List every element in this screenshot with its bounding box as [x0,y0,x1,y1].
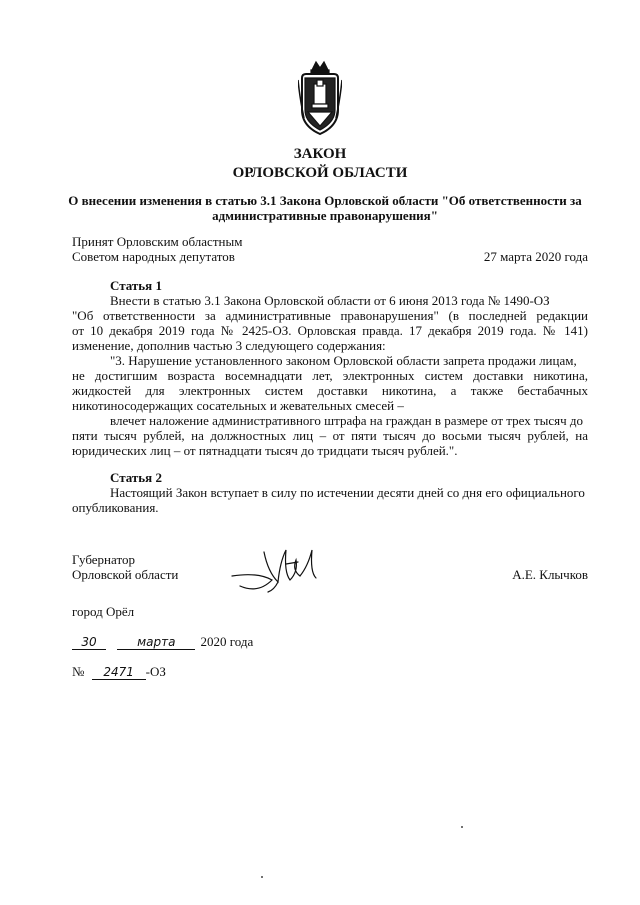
text-line: Настоящий Закон вступает в силу по истечении десяти дней со дня его официального [110,485,585,500]
signing-year: 2020 года [200,634,254,649]
text-line: опубликования. [72,500,159,515]
text-line: не достигшим возраста восемнадцати лет, электронных систем доставки никотина, [72,368,588,383]
signing-month: марта [117,635,195,650]
law-number-suffix: -ОЗ [145,664,166,679]
text-line: от 10 декабря 2019 года № 2425-ОЗ. Орловская правда. 17 декабря 2019 года. № 141) [72,323,588,338]
handwritten-signature [228,542,328,602]
scan-speck [461,826,463,828]
text-line: юридических лиц – от пятнадцати тысяч до тридцати тысяч рублей.". [72,443,458,458]
signatory-name: А.Е. Клычков [512,567,588,582]
adoption-line-1: Принят Орловским областным [72,234,243,249]
subject-line-1: О внесении изменения в статью 3.1 Закона Орловской области "Об ответственности за [68,193,582,208]
law-number-value: 2471 [92,665,146,680]
subject-line-2: административные правонарушения" [212,208,438,223]
signing-city: город Орёл [72,604,135,619]
signatory-position-line-1: Губернатор [72,552,135,567]
article-2-paragraph-1 [72,485,588,515]
law-number-prefix: № [72,664,85,679]
document-region-title: ОРЛОВСКОЙ ОБЛАСТИ [232,165,408,181]
coat-of-arms-emblem [298,60,342,136]
article-2-heading: Статья 2 [110,470,162,485]
text-line: пяти тысяч рублей, на должностных лиц – от пяти тысяч до восьми тысяч рублей, на [72,428,588,443]
text-line: никотиносодержащих сосательных и жевательных смесей – [72,398,404,413]
text-line: жидкостей для электронных систем доставки никотина, а также бестабачных [72,383,588,398]
text-line: влечет наложение административного штрафа на граждан в размере от трех тысяч до [110,413,584,428]
document-subject [60,193,590,223]
document-type-title: ЗАКОН [293,146,347,162]
signing-day: 30 [72,635,106,650]
scan-speck [261,876,263,878]
article-1-paragraph-3 [72,413,588,458]
article-1-paragraph-1 [72,293,588,353]
adoption-date: 27 марта 2020 года [483,249,588,264]
text-line: "3. Нарушение установленного законом Орловской области запрета продажи лицам, [110,353,577,368]
text-line: "Об ответственности за административные правонарушения" (в последней редакции [72,308,588,323]
text-line: Внести в статью 3.1 Закона Орловской области от 6 июня 2013 года № 1490-ОЗ [110,293,550,308]
article-1-paragraph-2 [72,353,588,413]
signing-date [72,634,253,650]
adoption-line-2: Советом народных депутатов [72,249,235,264]
article-1-heading: Статья 1 [110,278,162,293]
text-line: изменение, дополнив частью 3 следующего содержания: [72,338,386,353]
signatory-position-line-2: Орловской области [72,567,179,582]
law-number [72,664,166,680]
